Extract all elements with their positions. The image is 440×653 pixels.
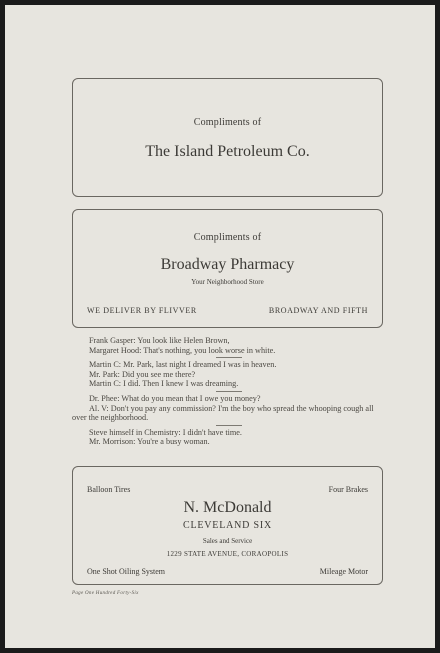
joke-line: Al. V: Don't you pay any commission? I'm the boy who spread the whooping cough all over the neighborhood. — [72, 403, 374, 423]
page-number: Page One Hundred Forty-Six — [72, 591, 139, 596]
ad3-oiling-system: One Shot Oiling System — [87, 567, 166, 576]
separator-rule — [216, 425, 242, 426]
joke-line: Martin C: Mr. Park, last night I dreamed I was in heaven. — [89, 360, 277, 370]
ad1-company-name: The Island Petroleum Co. — [145, 143, 310, 160]
joke-line: Martin C: I did. Then I knew I was dreaming. — [89, 379, 239, 389]
ad-n-mcdonald — [72, 466, 383, 585]
ad3-cleveland-six: CLEVELAND SIX — [182, 520, 272, 531]
ad3-sales-service: Sales and Service — [202, 537, 253, 545]
joke-line: Mr. Morrison: You're a busy woman. — [89, 437, 210, 447]
joke-line: Steve himself in Chemistry: I didn't have time. — [89, 427, 242, 437]
ad3-mileage-motor: Mileage Motor — [319, 567, 368, 576]
joke-line: Dr. Phee: What do you mean that I owe you money? — [89, 393, 261, 403]
ad2-delivery-note: WE DELIVER BY FLIVVER — [87, 306, 197, 315]
ad3-address: 1229 STATE AVENUE, CORAOPOLIS — [166, 550, 289, 558]
ad-island-petroleum — [72, 78, 383, 197]
ad3-dealer-name: N. McDonald — [183, 499, 272, 516]
joke-line: Mr. Park: Did you see me there? — [89, 369, 196, 379]
ad3-four-brakes: Four Brakes — [328, 485, 368, 494]
ad3-balloon-tires: Balloon Tires — [87, 485, 131, 494]
separator-rule — [216, 357, 242, 358]
separator-rule — [216, 391, 242, 392]
ad1-compliments: Compliments of — [193, 117, 262, 128]
ad2-tagline: Your Neighborhood Store — [191, 278, 264, 286]
ad-broadway-pharmacy — [72, 209, 383, 328]
joke-line: Margaret Hood: That's nothing, you look worse in white. — [89, 345, 276, 355]
joke-line: Frank Gasper: You look like Helen Brown, — [89, 336, 230, 345]
ad2-address: BROADWAY AND FIFTH — [268, 306, 368, 315]
yearbook-page — [5, 5, 435, 648]
ad2-compliments: Compliments of — [193, 232, 262, 243]
jokes-section — [72, 336, 386, 447]
ad2-company-name: Broadway Pharmacy — [160, 256, 295, 273]
